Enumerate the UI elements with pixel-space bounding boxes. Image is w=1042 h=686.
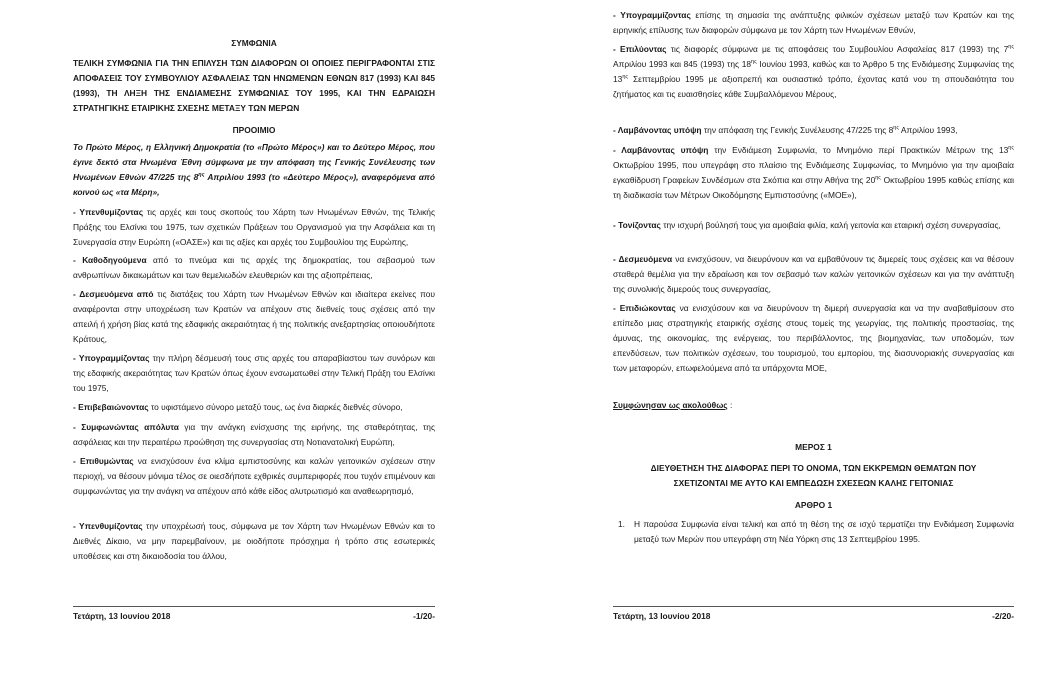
preamble-paragraph: - Υπενθυμίζοντας την υποχρέωσή τους, σύμφωνα με τον Χάρτη των Ηνωμένων Εθνών και το Διεθνές Δίκαιο, να μην παρεμβαίνουν, με οιοδήποτε πρόσχημα ή τρόπο στις εσωτερικές υποθέσεις και στη δικαιοδοσία του άλλου, (73, 521, 435, 561)
footer-date: Τετάρτη, 13 Ιουνίου 2018 (613, 611, 711, 621)
part-heading: ΔΙΕΥΘΕΤΗΣΗ ΤΗΣ ΔΙΑΦΟΡΑΣ ΠΕΡΙ ΤΟ ΟΝΟΜΑ, ΤΩΝ ΕΚΚΡΕΜΩΝ ΘΕΜΑΤΩΝ ΠΟΥ ΣΧΕΤΙΖΟΝΤΑΙ ΜΕ ΑΥΤΟ ΚΑΙ ΕΜΠΕΔΩΣΗ ΣΧΕΣΕΩΝ ΚΑΛΗΣ ΓΕΙΤΟΝΙΑΣ (650, 463, 977, 488)
document-title: ΣΥΜΦΩΝΙΑ (231, 38, 277, 48)
article-item (618, 517, 1014, 547)
preamble-paragraph: - Επιβεβαιώνοντας το υφιστάμενο σύνορο μεταξύ τους, ως ένα διαρκές διεθνές σύνορο, (73, 402, 403, 412)
preamble-paragraph: - Υπενθυμίζοντας τις αρχές και τους σκοπούς του Χάρτη των Ηνωμένων Εθνών, της Τελικής Πράξης του Ελσίνκι του 1975, των σχετικών Πράξεων του Οργανισμού για την Ασφάλεια και τη Συνεργασία στην Ευρώπη («ΟΑΣΕ») και τις αξίες και αρχές του Συμβουλίου της Ευρώπης, (73, 207, 435, 247)
article-item-text: Η παρούσα Συμφωνία είναι τελική και από τη θέση της σε ισχύ τερματίζει την Ενδιάμεση Συμφωνία μεταξύ των Μερών που υπεγράφη στη Νέα Υόρκη στις 13 Σεπτεμβρίου 1995. (634, 519, 1014, 544)
preamble-paragraph: - Υπογραμμίζοντας την πλήρη δέσμευσή τους στις αρχές του απαραβίαστου των συνόρων και της εδαφικής ακεραιότητας των Κρατών όπως έχουν ενσωματωθεί στην Τελική Πράξη του Ελσίνκι του 1975, (73, 353, 436, 393)
preamble-paragraph: - Επιθυμώντας να ενισχύσουν ένα κλίμα εμπιστοσύνης και καλών γειτονικών σχέσεων στην περιοχή, να θέσουν μόνιμα τέλος σε οιεσδήποτε εχθρικές συμπεριφορές που τυχόν επιμένουν και συμφωνώντας για την ανάγκη να απέχουν από κάθε είδος αλυτρωτισμό και αναθεωρητισμό, (73, 456, 435, 496)
preamble-paragraph: - Επιλύοντας τις διαφορές σύμφωνα με τις αποφάσεις του Συμβουλίου Ασφαλείας 817 (1993) της $7^{\eta\varsigma}$ Απριλίου 1993 και 845 (1993) της $18^{\eta\varsigma}$ Ιουνίου 1993, καθώς και το Άρθρο 5 της Ενδιάμεσης Συμφωνίας της $13^{\eta\varsigma}$ Σεπτεμβρίου 1995 με αξιοπρεπή και ουσιαστικό τρόπο, έχοντας κατά νου τη σπουδαιότητα του ζητήματος και τις ευαισθησίες κάθε Συμβαλλόμενου Μέρους, (613, 44, 1015, 99)
preamble-paragraph: - Καθοδηγούμενα από το πνεύμα και τις αρχές της δημοκρατίας, του σεβασμού των ανθρωπίνων δικαιωμάτων και των θεμελιωδών ελευθεριών και της αξιοπρέπειας, (73, 255, 435, 280)
footer-divider (73, 606, 435, 607)
footer-date: Τετάρτη, 13 Ιουνίου 2018 (73, 611, 171, 621)
preamble-paragraph: - Δεσμευόμενα από τις διατάξεις του Χάρτη των Ηνωμένων Εθνών και ιδιαίτερα εκείνες που αναφέρονται στην υποχρέωση των Κρατών να απέχουν στις διεθνείς τους σχέσεις από την απειλή ή χρήση βίας κατά της εδαφικής ακεραιότητας ή της πολιτικής ανεξαρτησίας οποιουδήποτε Κράτους, (73, 289, 435, 344)
preamble-paragraph: - Τονίζοντας την ισχυρή βούλησή τους για αμοιβαία φιλία, καλή γειτονία και εταιρική σχέση συνεργασίας, (613, 220, 1001, 230)
document-page-1 (73, 0, 435, 686)
page-number: -1/20- (413, 611, 435, 621)
page-footer (73, 609, 435, 624)
footer-divider (613, 606, 1014, 607)
preamble-paragraph: - Δεσμευόμενα να ενισχύσουν, να διευρύνουν και να εμβαθύνουν τις διμερείς τους σχέσεις και να θέσουν σταθερά θεμέλια για την εδραίωση και τον σεβασμό των καλών γειτονικών σχέσεων και για την ανάπτυξη της συνολικής διμερούς τους συνεργασίας, (613, 254, 1014, 294)
preamble-title: ΠΡΟΟΙΜΙΟ (232, 125, 276, 135)
preamble-paragraph: - Επιδιώκοντας να ενισχύσουν και να διευρύνουν τη διμερή συνεργασία και να την αναβαθμίσουν στο επίπεδο μιας στρατηγικής εταιρικής σχέσης στους τομείς της γεωργίας, της πολιτικής προστασίας, της άμυνας, της οικονομίας, της ενέργειας, του περιβάλλοντος, της βιομηχανίας, των υποδομών, των επενδύσεων, των πολιτικών σχέσεων, του τουρισμού, του εμπορίου, της διασυνοριακής συνεργασίας και των μεταφορών, επωφελούμενα από τα υπάρχοντα ΜΟΕ, (613, 303, 1014, 373)
preamble-intro: Το Πρώτο Μέρος, η Ελληνική Δημοκρατία (το «Πρώτο Μέρος») και το Δεύτερο Μέρος, που έγινε δεκτό στα Ηνωμένα Έθνη σύμφωνα με την απόφαση της Γενικής Συνέλευσης των Ηνωμένων Εθνών 47/225 της $8^{\eta\varsigma}$ Απριλίου 1993 (το «Δεύτερο Μέρος»), αναφερόμενα από κοινού ως «τα Μέρη», (73, 142, 435, 197)
article-title: ΑΡΘΡΟ 1 (794, 500, 833, 510)
agreement-heading: ΤΕΛΙΚΗ ΣΥΜΦΩΝΙΑ ΓΙΑ ΤΗΝ ΕΠΙΛΥΣΗ ΤΩΝ ΔΙΑΦΟΡΩΝ ΟΙ ΟΠΟΙΕΣ ΠΕΡΙΓΡΑΦΟΝΤΑΙ ΣΤΙΣ ΑΠΟΦΑΣΕΙΣ ΤΟΥ ΣΥΜΒΟΥΛΙΟΥ ΑΣΦΑΛΕΙΑΣ ΤΩΝ ΗΝΩΜΕΝΩΝ ΕΘΝΩΝ 817 (1993) ΚΑΙ 845 (1993), ΤΗ ΛΗΞΗ ΤΗΣ ΕΝΔΙΑΜΕΣΗΣ ΣΥΜΦΩΝΙΑΣ ΤΟΥ 1995, ΚΑΙ ΤΗΝ ΕΔΡΑΙΩΣΗ ΣΤΡΑΤΗΓΙΚΗΣ ΕΤΑΙΡΙΚΗΣ ΣΧΕΣΗΣ ΜΕΤΑΞΥ ΤΩΝ ΜΕΡΩΝ (73, 58, 435, 113)
page-footer (613, 609, 1014, 624)
preamble-paragraph: - Λαμβάνοντας υπόψη την Ενδιάμεση Συμφωνία, το Μνημόνιο περί Πρακτικών Μέτρων της $13^{\eta\varsigma}$ Οκτωβρίου 1995, που υπεγράφη στο πλαίσιο της Ενδιάμεσης Συμφωνίας, το Μνημόνιο για την αμοιβαία εγκαθίδρυση Γραφείων Συνδέσμων στα Σκόπια και στην Αθήνα της $20^{\eta\varsigma}$ Οκτωβρίου 1995 καθώς επίσης και τη διαδικασία των Μέτρων Οικοδόμησης Εμπιστοσύνης («ΜΟΕ»), (613, 145, 1014, 200)
preamble-paragraph: - Συμφωνώντας απόλυτα για την ανάγκη ενίσχυσης της ειρήνης, της σταθερότητας, της ασφάλειας και την περαιτέρω προώθηση της συνεργασίας στη Νοτιανατολική Ευρώπη, (73, 422, 435, 447)
preamble-paragraph: - Λαμβάνοντας υπόψη την απόφαση της Γενικής Συνέλευσης 47/225 της $8^{\eta\varsigma}$ Απριλίου 1993, (613, 125, 958, 135)
preamble-paragraph: - Υπογραμμίζοντας επίσης τη σημασία της ανάπτυξης φιλικών σχέσεων μεταξύ των Κρατών και της ειρηνικής επίλυσης των διαφορών σύμφωνα με τον Χάρτη των Ηνωμένων Εθνών, (613, 10, 1014, 35)
page-number: -2/20- (992, 611, 1014, 621)
part-title: ΜΕΡΟΣ 1 (795, 442, 832, 452)
document-page-2 (613, 0, 1014, 686)
article-item-number: 1. (618, 519, 625, 529)
agreed-clause: Συμφώνησαν ως ακολούθως : (613, 400, 733, 410)
